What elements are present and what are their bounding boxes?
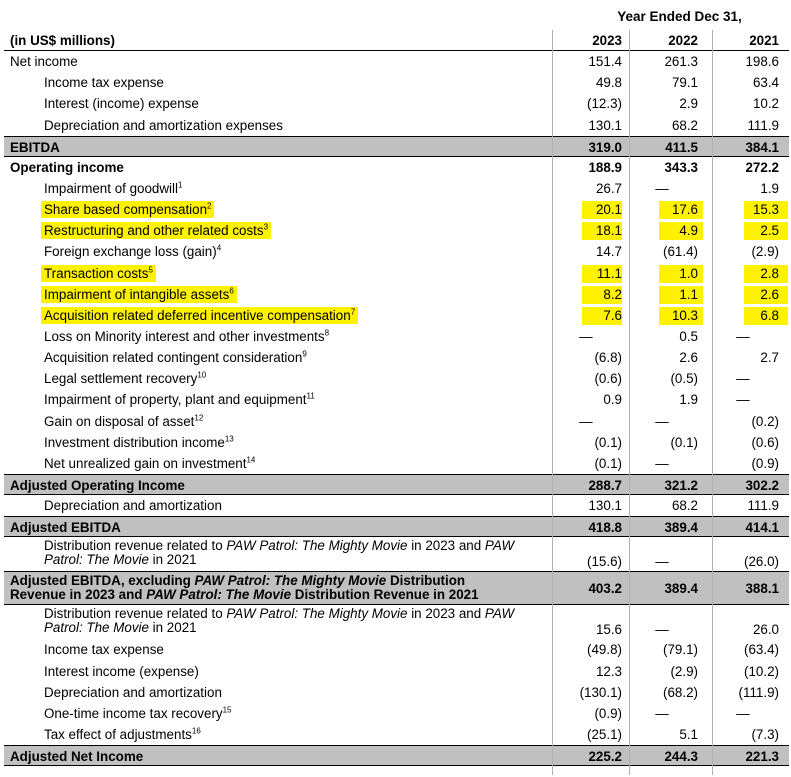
table-row <box>4 305 789 326</box>
value-cell: (79.1) <box>663 642 698 658</box>
label-part: Distribution revenue related to <box>44 606 227 622</box>
value-cell: 68.2 <box>671 117 698 133</box>
value-cell: 26.7 <box>595 180 622 196</box>
value-cell: 288.7 <box>588 477 622 493</box>
row-label <box>44 199 214 220</box>
table-row <box>4 347 789 368</box>
value-cell: 0.5 <box>679 328 698 344</box>
row-label <box>44 326 329 347</box>
value-cell: 79.1 <box>671 75 698 91</box>
value-cell: 130.1 <box>588 498 622 514</box>
label-part: PAW Patrol: The Movie <box>44 538 515 568</box>
table-row <box>4 284 789 305</box>
table-row <box>4 745 789 766</box>
footnote-marker: 11 <box>306 391 315 401</box>
footnote-marker: 4 <box>216 243 222 253</box>
row-label <box>44 607 544 635</box>
value-cell: 11.1 <box>596 265 622 281</box>
footnote-marker: 2 <box>207 201 212 211</box>
row-label <box>44 724 201 745</box>
table-row <box>4 432 789 453</box>
label-text: Gain on disposal of asset <box>44 413 195 429</box>
value-cell: 4.9 <box>679 223 698 239</box>
table-row <box>4 136 789 157</box>
footnote-marker: 15 <box>222 705 232 715</box>
value-cell: (111.9) <box>738 684 779 700</box>
year-header: 2022 <box>668 33 698 48</box>
value-cell: 63.4 <box>752 75 779 91</box>
label-text: Adjusted Operating Income <box>10 477 185 493</box>
table-row <box>4 72 789 93</box>
label-text: Impairment of intangible assets <box>44 286 230 302</box>
label-text: Interest income (expense) <box>44 663 199 679</box>
value-cell: 384.1 <box>745 139 779 155</box>
row-label <box>44 661 199 682</box>
row-label <box>10 137 60 158</box>
value-cell: 1.9 <box>760 180 779 196</box>
row-label <box>44 411 203 432</box>
value-cell: 68.2 <box>671 498 698 514</box>
value-cell: (12.3) <box>587 96 622 112</box>
label-text: Adjusted EBITDA <box>10 520 121 536</box>
row-label <box>44 682 222 703</box>
value-cell: 2.5 <box>760 223 779 239</box>
table-row <box>4 220 789 241</box>
row-label <box>44 72 164 93</box>
value-cell: 49.8 <box>595 75 622 91</box>
table-row <box>4 93 789 114</box>
value-cell: (10.2) <box>744 663 779 679</box>
value-cell: — <box>655 705 669 721</box>
value-cell: 388.1 <box>745 581 779 597</box>
label-part: PAW Patrol: The Mighty Movie <box>226 538 408 554</box>
value-cell: 2.8 <box>760 265 779 281</box>
value-cell: 221.3 <box>745 749 779 765</box>
value-cell: 18.1 <box>595 223 622 239</box>
row-label <box>44 453 255 474</box>
label-text: Depreciation and amortization expenses <box>44 117 283 133</box>
row-label <box>10 51 78 72</box>
footnote-marker: 13 <box>224 434 234 444</box>
value-cell: — <box>655 554 669 570</box>
row-label <box>44 495 222 516</box>
value-cell: 1.0 <box>679 265 698 281</box>
highlight-mark <box>41 307 358 324</box>
row-label <box>44 93 199 114</box>
row-label <box>10 746 143 767</box>
value-cell: 2.7 <box>760 350 779 366</box>
row-label <box>44 263 156 284</box>
label-text: Income tax expense <box>44 75 164 91</box>
footnote-marker: 5 <box>148 265 153 275</box>
label-part: PAW Patrol: The Mighty Movie <box>194 573 387 589</box>
value-cell: (7.3) <box>751 726 779 742</box>
value-cell: (6.8) <box>594 350 622 366</box>
row-label <box>10 574 510 602</box>
table-row <box>4 453 789 474</box>
value-cell: 414.1 <box>745 520 779 536</box>
value-cell: 6.8 <box>760 307 779 323</box>
value-cell: (2.9) <box>670 663 698 679</box>
value-cell: 8.2 <box>603 286 622 302</box>
value-cell: (0.9) <box>594 705 622 721</box>
table-row <box>4 516 789 537</box>
value-cell: 10.3 <box>671 307 698 323</box>
label-text: Depreciation and amortization <box>44 498 222 514</box>
value-cell: 15.3 <box>752 202 779 218</box>
value-cell: 15.6 <box>595 622 622 638</box>
value-cell: 17.6 <box>671 202 698 218</box>
value-cell: (49.8) <box>587 642 622 658</box>
label-text: Tax effect of adjustments <box>44 726 192 742</box>
value-cell: (63.4) <box>744 642 779 658</box>
label-text: Acquisition related contingent consideration <box>44 350 303 366</box>
value-cell: — <box>579 413 593 429</box>
footnote-marker: 16 <box>191 726 201 736</box>
label-text: Adjusted Net Income <box>10 749 144 765</box>
value-cell: — <box>579 328 593 344</box>
label-text: EBITDA <box>10 139 60 155</box>
value-cell: (68.2) <box>663 684 698 700</box>
value-cell: (0.2) <box>751 413 779 429</box>
label-text: Interest (income) expense <box>44 96 199 112</box>
footnote-marker: 3 <box>263 222 269 232</box>
row-label <box>44 284 237 305</box>
table-row <box>4 495 789 516</box>
label-part: PAW Patrol: The Mighty Movie <box>226 606 408 622</box>
row-label <box>44 432 234 453</box>
value-cell: 272.2 <box>745 159 779 175</box>
value-cell: — <box>655 180 669 196</box>
label-text: One-time income tax recovery <box>44 705 223 721</box>
value-cell: 1.9 <box>679 392 698 408</box>
label-text: Impairment of goodwill <box>44 180 178 196</box>
table-row <box>4 326 789 347</box>
footnote-marker: 6 <box>229 286 234 296</box>
label-part: PAW Patrol: The Movie <box>44 606 515 636</box>
highlight-mark <box>41 201 214 218</box>
label-part: Distribution Revenue in 2023 and <box>10 573 466 603</box>
value-cell: (0.6) <box>594 371 622 387</box>
value-cell: 389.4 <box>664 520 698 536</box>
value-cell: 14.7 <box>595 244 622 260</box>
row-label <box>44 115 283 136</box>
column-header-row <box>4 30 789 51</box>
table-row <box>4 661 789 682</box>
footnote-marker: 1 <box>177 180 183 190</box>
value-cell: 1.1 <box>679 286 698 302</box>
value-cell: 261.3 <box>664 54 698 70</box>
value-cell: 26.0 <box>752 622 779 638</box>
row-label <box>44 703 232 724</box>
value-cell: 111.9 <box>747 498 779 514</box>
footnote-marker: 10 <box>197 370 207 380</box>
value-cell: (0.1) <box>594 434 622 450</box>
value-cell: — <box>736 371 750 387</box>
label-text: Transaction costs <box>44 265 149 281</box>
value-cell: 10.2 <box>752 96 779 112</box>
value-cell: (0.6) <box>751 434 779 450</box>
value-cell: 244.3 <box>664 749 698 765</box>
year-header: 2023 <box>592 33 622 48</box>
table-row <box>4 639 789 660</box>
table-row <box>4 571 789 605</box>
highlight-mark <box>41 286 237 303</box>
value-cell: (0.9) <box>751 455 779 471</box>
row-label <box>44 220 271 241</box>
value-cell: 411.5 <box>665 139 698 155</box>
footnote-marker: 7 <box>350 307 356 317</box>
table-row <box>4 474 789 495</box>
label-text: Operating income <box>10 159 124 175</box>
table-row <box>4 263 789 284</box>
label-part: in 2023 and <box>407 606 485 622</box>
row-label <box>44 347 307 368</box>
highlight-mark <box>41 265 156 282</box>
row-label <box>44 539 544 567</box>
value-cell: 403.2 <box>588 581 622 597</box>
row-label <box>44 305 358 326</box>
footnote-marker: 12 <box>194 413 204 423</box>
table-row <box>4 389 789 410</box>
value-cell: (130.1) <box>579 684 622 700</box>
value-cell: — <box>736 392 750 408</box>
label-text: Income tax expense <box>44 642 164 658</box>
table-row <box>4 537 789 571</box>
footnote-marker: 8 <box>324 328 330 338</box>
value-cell: 198.6 <box>745 54 779 70</box>
table-row <box>4 157 789 178</box>
value-cell: 2.6 <box>679 350 698 366</box>
footnote-marker: 9 <box>302 349 307 359</box>
label-text: Loss on Minority interest and other investments <box>44 328 325 344</box>
label-part: in 2021 <box>148 552 197 568</box>
value-cell: 225.2 <box>588 749 622 765</box>
value-cell: 5.1 <box>679 726 698 742</box>
table-row <box>4 178 789 199</box>
value-cell: 130.1 <box>588 117 622 133</box>
period-label: Year Ended Dec 31, <box>617 9 742 24</box>
label-part: PAW Patrol: The Movie <box>146 587 292 603</box>
table-row <box>4 411 789 432</box>
value-cell: 343.3 <box>664 159 698 175</box>
value-cell: 418.8 <box>588 520 622 536</box>
year-header: 2021 <box>749 33 779 48</box>
label-text: Net unrealized gain on investment <box>44 455 247 471</box>
label-text: Foreign exchange loss (gain) <box>44 244 217 260</box>
label-part: Distribution Revenue in 2021 <box>291 587 479 603</box>
value-cell: 2.6 <box>760 286 779 302</box>
label-text: Investment distribution income <box>44 434 225 450</box>
label-text: Restructuring and other related costs <box>44 223 264 239</box>
row-label <box>10 157 124 178</box>
value-cell: — <box>655 622 669 638</box>
row-label <box>10 517 121 538</box>
table-row <box>4 199 789 220</box>
table-row <box>4 724 789 745</box>
value-cell: — <box>736 328 750 344</box>
value-cell: 12.3 <box>595 663 622 679</box>
value-cell: 7.6 <box>603 307 622 323</box>
row-label <box>44 639 164 660</box>
value-cell: 321.2 <box>664 477 698 493</box>
label-text: Share based compensation <box>44 202 208 218</box>
table-row <box>4 115 789 136</box>
value-cell: — <box>655 455 669 471</box>
footnote-marker: 14 <box>246 455 256 465</box>
value-cell: (2.9) <box>751 244 779 260</box>
table-row <box>4 703 789 724</box>
label-text: Net income <box>10 54 78 70</box>
row-label <box>44 178 182 199</box>
row-label <box>44 389 315 410</box>
value-cell: 111.9 <box>747 117 779 133</box>
value-cell: 2.9 <box>679 96 698 112</box>
label-text: Impairment of property, plant and equipment <box>44 392 307 408</box>
value-cell: 188.9 <box>588 159 622 175</box>
table-row <box>4 241 789 262</box>
label-text: Legal settlement recovery <box>44 371 198 387</box>
value-cell: (0.1) <box>594 455 622 471</box>
value-cell: (0.1) <box>670 434 698 450</box>
label-part: in 2023 and <box>407 538 485 554</box>
highlight-mark <box>41 222 271 239</box>
period-header <box>4 6 789 30</box>
table-row <box>4 368 789 389</box>
value-cell: 302.2 <box>745 477 779 493</box>
units-label: (in US$ millions) <box>10 33 115 48</box>
value-cell: (61.4) <box>663 244 698 260</box>
value-cell: — <box>736 705 750 721</box>
value-cell: 389.4 <box>664 581 698 597</box>
table-row <box>4 51 789 72</box>
label-text: Depreciation and amortization <box>44 684 222 700</box>
value-cell: (15.6) <box>587 554 622 570</box>
financial-table <box>4 6 789 766</box>
row-label <box>10 475 185 496</box>
label-part: in 2021 <box>148 620 197 636</box>
row-label <box>44 241 221 262</box>
value-cell: (25.1) <box>587 726 622 742</box>
value-cell: (26.0) <box>744 554 779 570</box>
value-cell: 20.1 <box>595 202 622 218</box>
table-row <box>4 682 789 703</box>
table-row <box>4 605 789 639</box>
label-part: Distribution revenue related to <box>44 538 227 554</box>
label-text: Acquisition related deferred incentive compensation <box>44 307 351 323</box>
value-cell: 0.9 <box>603 392 622 408</box>
value-cell: (0.5) <box>670 371 698 387</box>
value-cell: 319.0 <box>588 139 622 155</box>
label-part: Adjusted EBITDA, excluding <box>10 573 195 589</box>
value-cell: 151.4 <box>588 54 622 70</box>
value-cell: — <box>655 413 669 429</box>
row-label <box>44 368 206 389</box>
